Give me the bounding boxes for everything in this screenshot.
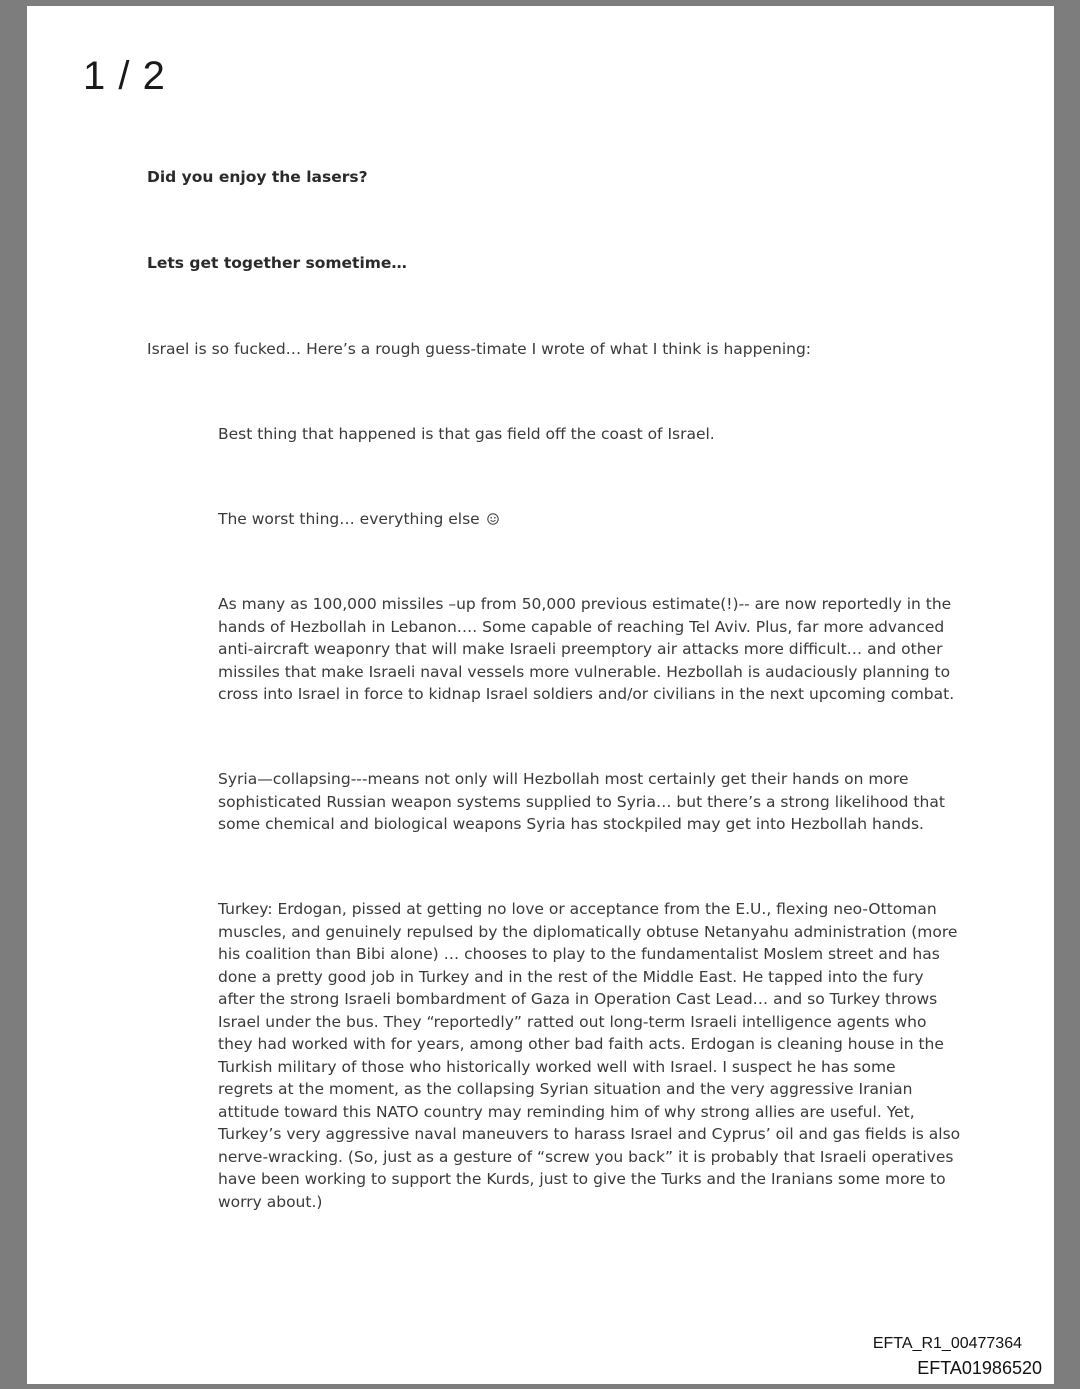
paragraph-line: cross into Israel in force to kidnap Israel soldiers and/or civilians in the next upcoming combat. xyxy=(218,685,955,703)
document-page xyxy=(27,6,1054,1384)
paragraph-line: nerve-wracking. (So, just as a gesture of “screw you back” it is probably that Israeli operatives xyxy=(218,1147,954,1166)
paragraph-line: muscles, and genuinely repulsed by the diplomatically obtuse Netanyahu administration (more xyxy=(218,922,958,941)
paragraph-line: As many as 100,000 missiles –up from 50,000 previous estimate(!)-- are now reportedly in the xyxy=(218,595,952,613)
doc-id-secondary: EFTA01986520 xyxy=(917,1358,1042,1378)
missiles-paragraph xyxy=(218,593,955,706)
paragraph-line: attitude toward this NATO country may reminding him of why strong allies are useful. Yet, xyxy=(218,1102,915,1121)
doc-id-primary: EFTA_R1_00477364 xyxy=(872,1335,1022,1352)
paragraph-line: Syria—collapsing---means not only will Hezbollah most certainly get their hands on more xyxy=(218,770,909,788)
paragraph-line: Israel under the bus. They “reportedly” ratted out long-term Israeli intelligence agents who xyxy=(218,1012,927,1031)
turkey-paragraph xyxy=(218,898,961,1213)
smiley-icon xyxy=(487,513,499,525)
syria-paragraph xyxy=(218,768,945,836)
page-counter: 1 / 2 xyxy=(83,54,166,98)
greeting-lasers: Did you enjoy the lasers? xyxy=(147,168,368,186)
paragraph-line: regrets at the moment, as the collapsing Syrian situation and the very aggressive Iranian xyxy=(218,1080,913,1098)
greeting-together: Lets get together sometime… xyxy=(147,254,407,272)
paragraph-line: Turkey: Erdogan, pissed at getting no love or acceptance from the E.U., flexing neo-Ottoman xyxy=(218,900,937,918)
paragraph-line: Turkish military of those who historically worked well with Israel. I suspect he has some xyxy=(218,1057,896,1076)
intro-line: Israel is so fucked… Here’s a rough guess-timate I wrote of what I think is happening: xyxy=(147,340,812,358)
worst-thing-text: The worst thing… everything else xyxy=(218,510,480,528)
best-thing-line: Best thing that happened is that gas field off the coast of Israel. xyxy=(218,425,715,443)
paragraph-line: have been working to support the Kurds, just to give the Turks and the Iranians some more to xyxy=(218,1170,946,1188)
worst-thing-line xyxy=(218,510,499,528)
paragraph-line: done a pretty good job in Turkey and in the rest of the Middle East. He tapped into the fury xyxy=(218,967,924,986)
paragraph-line: worry about.) xyxy=(218,1192,323,1211)
paragraph-line: his coalition than Bibi alone) … chooses to play to the fundamentalist Moslem street and has xyxy=(218,945,940,963)
paragraph-line: hands of Hezbollah in Lebanon…. Some capable of reaching Tel Aviv. Plus, far more advanced xyxy=(218,617,945,636)
paragraph-line: missiles that make Israeli naval vessels more vulnerable. Hezbollah is audaciously planning to xyxy=(218,662,951,681)
paragraph-line: sophisticated Russian weapon systems supplied to Syria… but there’s a strong likelihood that xyxy=(218,792,945,811)
paragraph-line: after the strong Israeli bombardment of Gaza in Operation Cast Lead… and so Turkey throws xyxy=(218,990,938,1008)
paragraph-line: some chemical and biological weapons Syria has stockpiled may get into Hezbollah hands. xyxy=(218,815,924,833)
paragraph-line: they had worked with for years, among other bad faith acts. Erdogan is cleaning house in the xyxy=(218,1035,944,1053)
paragraph-line: anti-aircraft weaponry that will make Israeli preemptory air attacks more difficult… and other xyxy=(218,640,943,658)
paragraph-line: Turkey’s very aggressive naval maneuvers to harass Israel and Cyprus’ oil and gas fields is also xyxy=(218,1125,961,1143)
